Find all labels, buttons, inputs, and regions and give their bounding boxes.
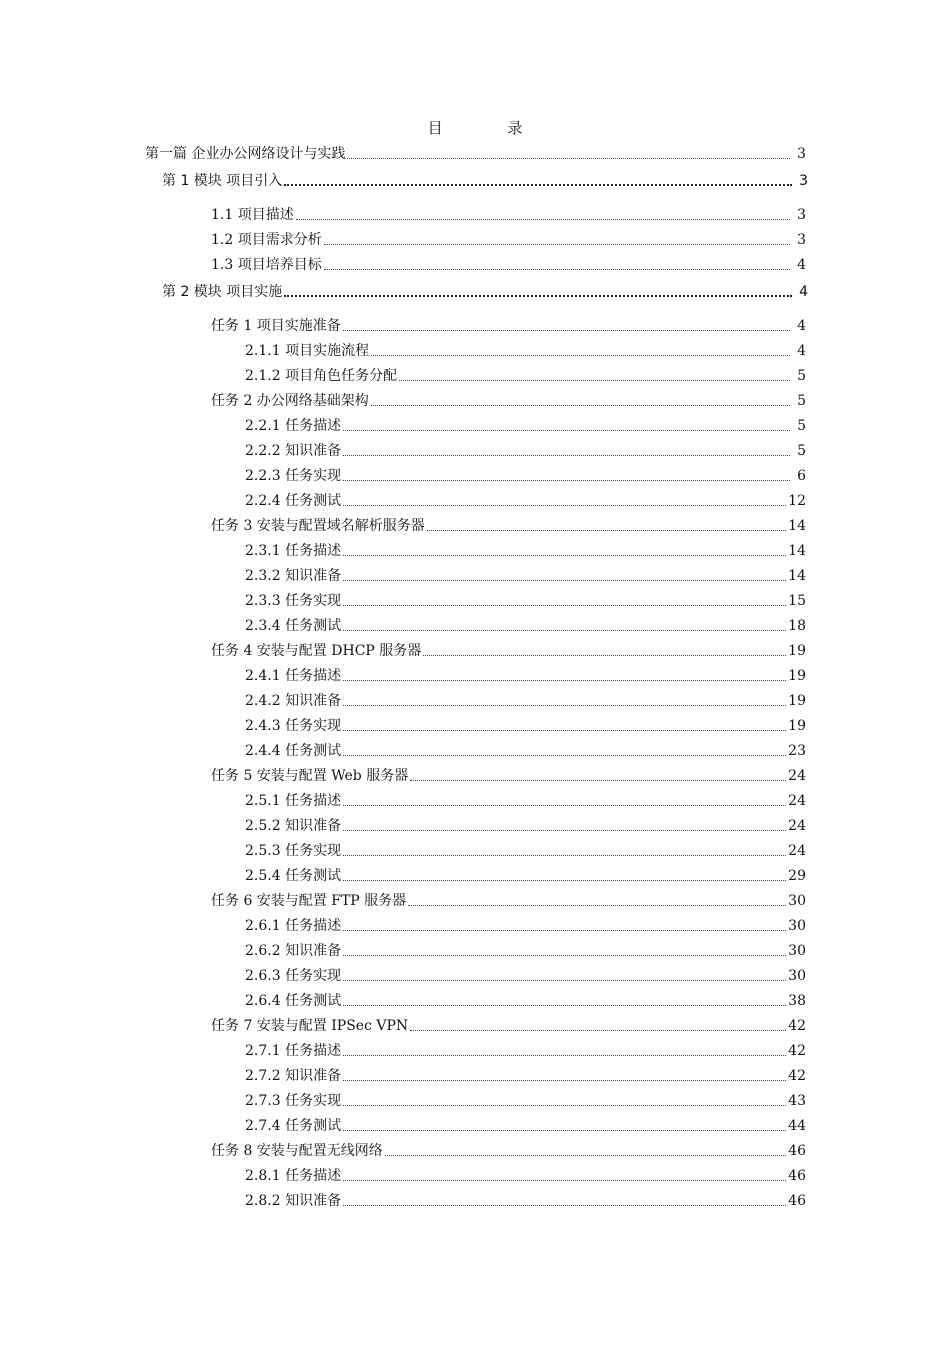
- toc-page-number: 18: [788, 618, 806, 634]
- toc-entry[interactable]: [145, 143, 806, 163]
- toc-dot-leader: [343, 980, 786, 981]
- toc-entry-label: 2.4.2 知识准备: [245, 693, 342, 709]
- toc-entry-label: 第 2 模块 项目实施: [162, 284, 283, 300]
- toc-entry-label: 2.2.1 任务描述: [245, 418, 342, 434]
- page-title: 目 录: [427, 119, 553, 137]
- toc-dot-leader: [343, 1055, 786, 1056]
- toc-entry-label: 1.3 项目培养目标: [211, 257, 322, 273]
- toc-page-number: 15: [788, 593, 806, 609]
- toc-entry-label: 2.4.3 任务实现: [245, 718, 342, 734]
- toc-entry-label: 2.3.4 任务测试: [245, 618, 342, 634]
- toc-entry[interactable]: [211, 229, 806, 249]
- toc-dot-leader: [343, 1005, 786, 1006]
- toc-dot-leader: [343, 505, 786, 506]
- toc-dot-leader: [343, 455, 790, 456]
- toc-entry[interactable]: [211, 315, 806, 335]
- toc-entry[interactable]: [245, 590, 806, 610]
- toc-entry[interactable]: [245, 815, 806, 835]
- toc-entry[interactable]: [245, 440, 806, 460]
- toc-page-number: 23: [788, 743, 806, 759]
- toc-entry[interactable]: [245, 465, 806, 485]
- toc-dot-leader: [343, 555, 786, 556]
- toc-page-number: 3: [797, 146, 806, 162]
- toc-page-number: 19: [788, 643, 806, 659]
- toc-entry-label: 2.5.3 任务实现: [245, 843, 342, 859]
- toc-page-number: 42: [788, 1068, 806, 1084]
- toc-entry-label: 2.7.2 知识准备: [245, 1068, 342, 1084]
- toc-entry-label: 2.6.4 任务测试: [245, 993, 342, 1009]
- toc-page-number: 46: [788, 1168, 806, 1184]
- toc-entry[interactable]: [245, 1115, 806, 1135]
- toc-entry-label: 2.7.3 任务实现: [245, 1093, 342, 1109]
- toc-page-number: 14: [788, 518, 806, 534]
- toc-entry[interactable]: [245, 690, 806, 710]
- toc-entry-label: 2.4.1 任务描述: [245, 668, 342, 684]
- toc-entry[interactable]: [245, 540, 806, 560]
- toc-page-number: 4: [797, 257, 806, 273]
- toc-page-number: 5: [797, 418, 806, 434]
- toc-entry-label: 任务 1 项目实施准备: [211, 318, 341, 334]
- toc-entry[interactable]: [245, 990, 806, 1010]
- toc-entry[interactable]: [245, 740, 806, 760]
- toc-dot-leader: [399, 380, 790, 381]
- toc-dot-leader: [343, 1080, 786, 1081]
- toc-page-number: 14: [788, 568, 806, 584]
- toc-dot-leader: [343, 805, 786, 806]
- toc-entry-label: 2.8.1 任务描述: [245, 1168, 342, 1184]
- toc-entry[interactable]: [245, 790, 806, 810]
- toc-entry[interactable]: [211, 765, 806, 785]
- toc-page-number: 19: [788, 718, 806, 734]
- toc-dot-leader: [371, 355, 790, 356]
- toc-dot-leader: [343, 1105, 786, 1106]
- toc-entry[interactable]: [245, 715, 806, 735]
- toc-dot-leader: [343, 330, 790, 331]
- toc-entry-label: 第 1 模块 项目引入: [162, 173, 283, 189]
- toc-dot-leader: [284, 184, 792, 186]
- toc-entry[interactable]: [211, 204, 806, 224]
- toc-entry[interactable]: [245, 415, 806, 435]
- toc-page-number: 3: [797, 232, 806, 248]
- toc-entry-label: 2.6.3 任务实现: [245, 968, 342, 984]
- toc-entry[interactable]: [245, 940, 806, 960]
- toc-entry-label: 2.3.1 任务描述: [245, 543, 342, 559]
- toc-dot-leader: [343, 680, 786, 681]
- toc-entry-label: 任务 4 安装与配置 DHCP 服务器: [211, 643, 422, 659]
- toc-entry[interactable]: [245, 1090, 806, 1110]
- toc-entry-label: 2.8.2 知识准备: [245, 1193, 342, 1209]
- toc-page-number: 38: [788, 993, 806, 1009]
- toc-dot-leader: [324, 244, 790, 245]
- toc-entry[interactable]: [211, 1140, 806, 1160]
- toc-entry-label: 2.2.2 知识准备: [245, 443, 342, 459]
- toc-entry[interactable]: [245, 365, 806, 385]
- toc-entry[interactable]: [245, 665, 806, 685]
- toc-entry-label: 2.1.2 项目角色任务分配: [245, 368, 398, 384]
- toc-page-number: 24: [788, 768, 806, 784]
- toc-dot-leader: [343, 880, 786, 881]
- toc-entry[interactable]: [245, 1190, 806, 1210]
- toc-entry[interactable]: [211, 515, 806, 535]
- toc-dot-leader: [343, 855, 786, 856]
- toc-page-number: 5: [797, 368, 806, 384]
- toc-dot-leader: [343, 730, 786, 731]
- toc-dot-leader: [324, 269, 790, 270]
- toc-dot-leader: [371, 405, 790, 406]
- toc-page-number: 14: [788, 543, 806, 559]
- toc-entry-label: 任务 2 办公网络基础架构: [211, 393, 369, 409]
- toc-page-number: 24: [788, 793, 806, 809]
- toc-page-number: 30: [788, 893, 806, 909]
- toc-dot-leader: [343, 705, 786, 706]
- toc-page-number: 30: [788, 943, 806, 959]
- toc-page-number: 44: [788, 1118, 806, 1134]
- toc-page-number: 4: [797, 318, 806, 334]
- toc-entry-label: 2.4.4 任务测试: [245, 743, 342, 759]
- toc-dot-leader: [343, 480, 790, 481]
- toc-dot-leader: [343, 1180, 786, 1181]
- toc-page-number: 12: [788, 493, 806, 509]
- toc-entry[interactable]: [245, 865, 806, 885]
- toc-page-number: 4: [797, 343, 806, 359]
- toc-entry[interactable]: [245, 565, 806, 585]
- toc-dot-leader: [343, 830, 786, 831]
- toc-page-number: 3: [799, 173, 808, 189]
- toc-dot-leader: [343, 605, 786, 606]
- toc-entry-label: 2.2.4 任务测试: [245, 493, 342, 509]
- toc-entry-label: 2.7.1 任务描述: [245, 1043, 342, 1059]
- toc-dot-leader: [343, 755, 786, 756]
- toc-entry-label: 1.1 项目描述: [211, 207, 294, 223]
- toc-page-number: 6: [797, 468, 806, 484]
- toc-page-number: 5: [797, 443, 806, 459]
- toc-page-number: 46: [788, 1193, 806, 1209]
- toc-entry-label: 2.3.3 任务实现: [245, 593, 342, 609]
- toc-entry-label: 2.6.2 知识准备: [245, 943, 342, 959]
- toc-entry[interactable]: [245, 1165, 806, 1185]
- toc-dot-leader: [427, 530, 786, 531]
- toc-page-number: 19: [788, 668, 806, 684]
- toc-dot-leader: [296, 219, 790, 220]
- toc-entry[interactable]: [162, 281, 808, 301]
- toc-page-number: 42: [788, 1018, 806, 1034]
- toc-dot-leader: [343, 430, 790, 431]
- toc-page-number: 43: [788, 1093, 806, 1109]
- toc-entry-label: 第一篇 企业办公网络设计与实践: [145, 146, 346, 162]
- toc-entry[interactable]: [245, 915, 806, 935]
- toc-dot-leader: [410, 780, 786, 781]
- toc-entry[interactable]: [211, 1015, 806, 1035]
- toc-entry-label: 1.2 项目需求分析: [211, 232, 322, 248]
- toc-page-number: 42: [788, 1043, 806, 1059]
- toc-dot-leader: [343, 1130, 786, 1131]
- toc-entry[interactable]: [211, 890, 806, 910]
- toc-entry-label: 2.5.1 任务描述: [245, 793, 342, 809]
- toc-dot-leader: [347, 158, 790, 159]
- toc-page-number: 30: [788, 968, 806, 984]
- toc-entry-label: 2.3.2 知识准备: [245, 568, 342, 584]
- toc-entry[interactable]: [245, 840, 806, 860]
- toc-page-number: 5: [797, 393, 806, 409]
- toc-page-number: 19: [788, 693, 806, 709]
- toc-dot-leader: [343, 630, 786, 631]
- toc-entry-label: 任务 7 安装与配置 IPSec VPN: [211, 1018, 409, 1034]
- toc-dot-leader: [423, 655, 786, 656]
- toc-page-number: 29: [788, 868, 806, 884]
- toc-entry-label: 任务 3 安装与配置域名解析服务器: [211, 518, 425, 534]
- toc-entry[interactable]: [245, 615, 806, 635]
- toc-entry-label: 任务 5 安装与配置 Web 服务器: [211, 768, 409, 784]
- toc-entry[interactable]: [245, 965, 806, 985]
- toc-page-number: 24: [788, 818, 806, 834]
- toc-entry-label: 2.5.2 知识准备: [245, 818, 342, 834]
- toc-entry[interactable]: [211, 254, 806, 274]
- toc-page-number: 4: [799, 284, 808, 300]
- toc-page-number: 3: [797, 207, 806, 223]
- toc-entry-label: 任务 6 安装与配置 FTP 服务器: [211, 893, 407, 909]
- toc-dot-leader: [343, 930, 786, 931]
- toc-entry-label: 2.7.4 任务测试: [245, 1118, 342, 1134]
- toc-entry[interactable]: [162, 170, 808, 190]
- toc-dot-leader: [343, 955, 786, 956]
- toc-entry-label: 2.1.1 项目实施流程: [245, 343, 370, 359]
- toc-entry-label: 2.6.1 任务描述: [245, 918, 342, 934]
- toc-entry-label: 2.2.3 任务实现: [245, 468, 342, 484]
- toc-dot-leader: [343, 580, 786, 581]
- toc-entry[interactable]: [245, 1040, 806, 1060]
- toc-entry-label: 任务 8 安装与配置无线网络: [211, 1143, 383, 1159]
- toc-entry[interactable]: [211, 390, 806, 410]
- toc-entry-label: 2.5.4 任务测试: [245, 868, 342, 884]
- toc-page-number: 30: [788, 918, 806, 934]
- toc-page-number: 46: [788, 1143, 806, 1159]
- toc-dot-leader: [408, 905, 786, 906]
- toc-entry[interactable]: [211, 640, 806, 660]
- toc-entry[interactable]: [245, 490, 806, 510]
- toc-dot-leader: [385, 1155, 786, 1156]
- toc-dot-leader: [343, 1205, 786, 1206]
- toc-dot-leader: [284, 295, 792, 297]
- toc-page-number: 24: [788, 843, 806, 859]
- toc-entry[interactable]: [245, 1065, 806, 1085]
- toc-dot-leader: [410, 1030, 786, 1031]
- toc-entry[interactable]: [245, 340, 806, 360]
